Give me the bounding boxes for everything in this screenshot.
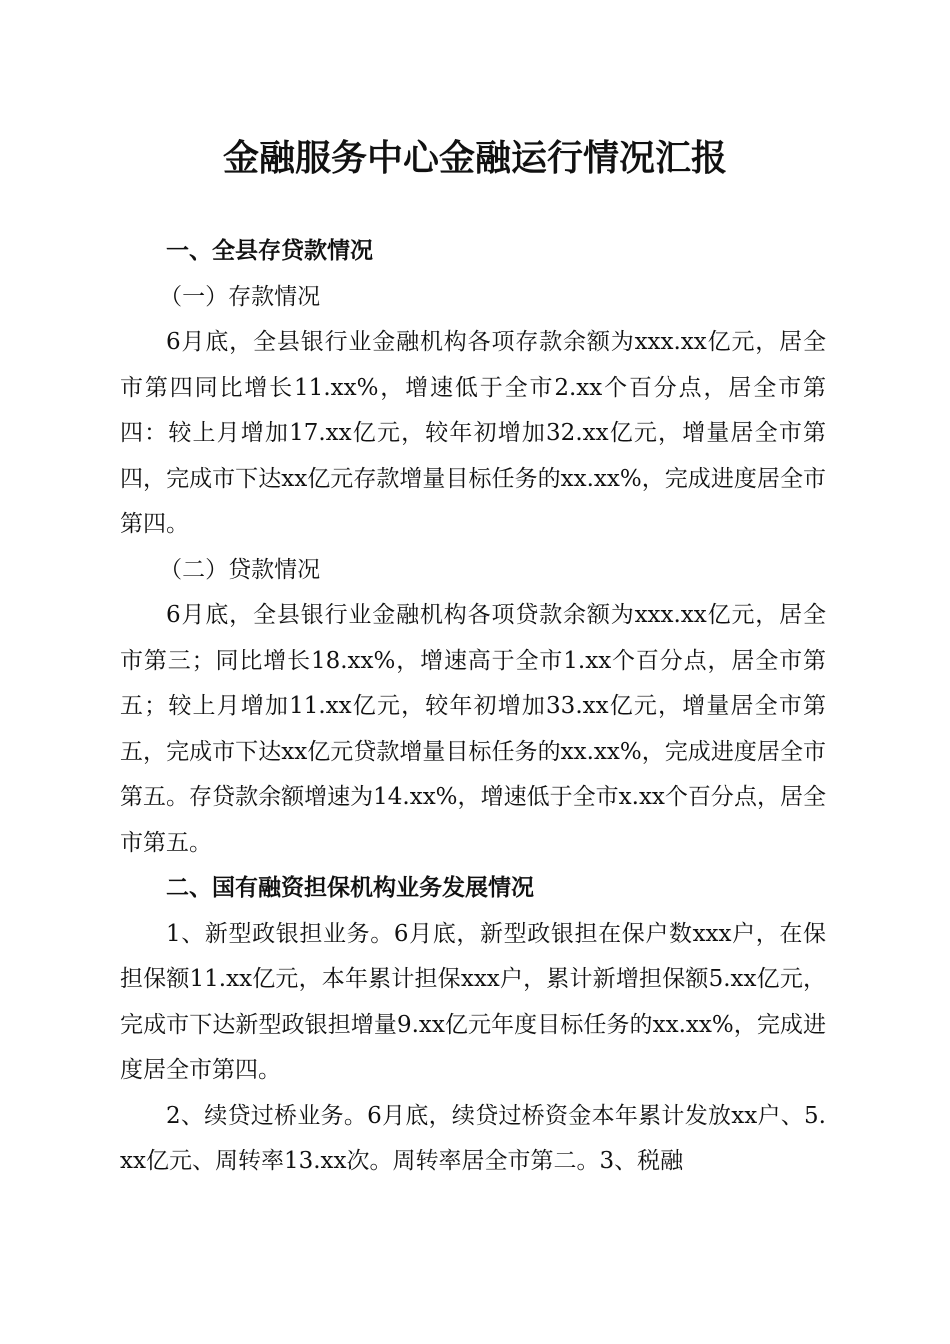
- paragraph-bridge-loans: 2、续贷过桥业务。6月底，续贷过桥资金本年累计发放xx户、5.xx亿元、周转率13.xx次。周转率居全市第二。3、税融: [120, 1102, 826, 1174]
- paragraph-loans: 6月底，全县银行业金融机构各项贷款余额为xxx.xx亿元，居全市第三；同比增长18.xx%，增速高于全市1.xx个百分点，居全市第五；较上月增加11.xx亿元，较年初增加33.xx亿元，增量居全市第五，完成市下达xx亿元贷款增量目标任务的xx.xx%，完成进度居全市第五。存贷款余额增速为14.xx%，增速低于全市x.xx个百分点，居全市第五。: [120, 602, 826, 856]
- section-heading-guarantee: 二、国有融资担保机构业务发展情况: [166, 875, 534, 901]
- document-title: 金融服务中心金融运行情况汇报: [222, 137, 727, 179]
- document-body: [120, 229, 826, 1185]
- section-heading-deposits-loans: 一、全县存贷款情况: [166, 238, 373, 264]
- subsection-heading-loans: （二）贷款情况: [159, 556, 321, 583]
- subsection-heading-deposits: （一）存款情况: [159, 283, 321, 310]
- paragraph-deposits: 6月底，全县银行业金融机构各项存款余额为xxx.xx亿元，居全市第四同比增长11.xx%，增速低于全市2.xx个百分点，居全市第四：较上月增加17.xx亿元，较年初增加32.xx亿元，增量居全市第四，完成市下达xx亿元存款增量目标任务的xx.xx%，完成进度居全市第四。: [120, 329, 826, 537]
- paragraph-new-guarantee: 1、新型政银担业务。6月底，新型政银担在保户数xxx户，在保担保额11.xx亿元，本年累计担保xxx户，累计新增担保额5.xx亿元，完成市下达新型政银担增量9.xx亿元年度目标任务的xx.xx%，完成进度居全市第四。: [120, 920, 826, 1083]
